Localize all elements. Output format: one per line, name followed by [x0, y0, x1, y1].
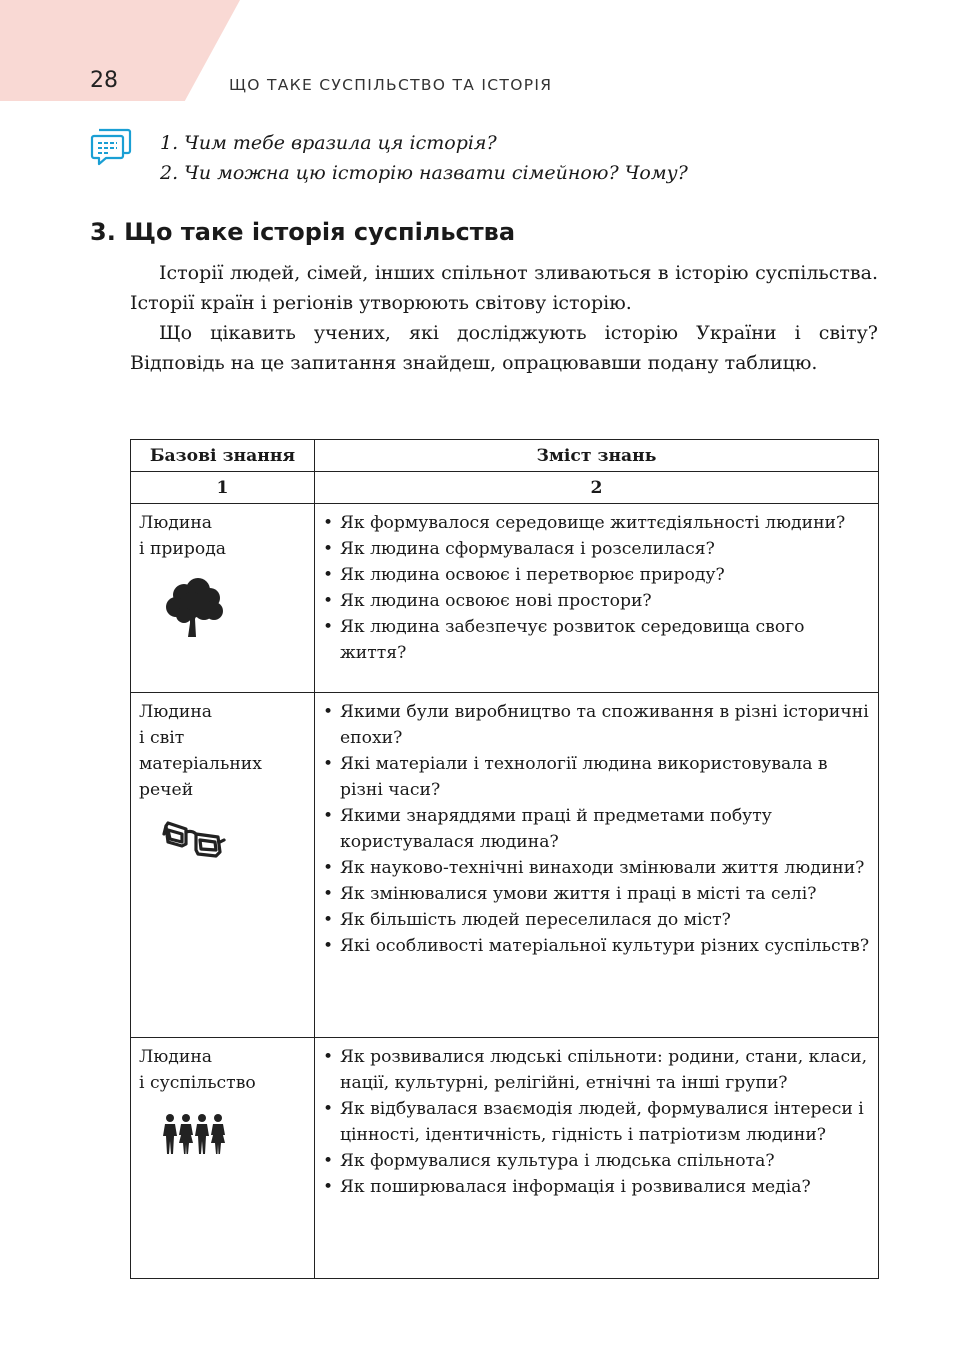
topic-label: Людина і суспільство	[139, 1047, 256, 1093]
list-item: • Як людина освоює нові простори?	[323, 588, 872, 614]
content-cell	[315, 504, 879, 693]
running-title: ЩО ТАКЕ СУСПІЛЬСТВО ТА ІСТОРІЯ	[229, 76, 553, 94]
question-list	[160, 128, 688, 188]
topic-label: Людина і світ матеріальних речей	[139, 702, 262, 800]
section-body	[130, 258, 878, 378]
list-item: • Як більшість людей переселилася до міст?	[323, 907, 872, 933]
list-item: • Як розвивалися людські спільноти: родини, стани, класи, нації, культурні, релігійні, етнічні та інші групи?	[323, 1044, 872, 1096]
topic-label: Людина і природа	[139, 513, 227, 559]
column-header: Базові знання	[131, 440, 315, 472]
people-group-icon	[162, 1113, 226, 1155]
tree-icon	[162, 577, 226, 639]
question-bullets	[323, 510, 872, 666]
table-row	[131, 1038, 879, 1279]
chat-bubbles-icon	[90, 127, 132, 167]
question-item: 2. Чи можна цю історію назвати сімейною? Чому?	[160, 162, 688, 184]
topic-cell	[131, 504, 315, 693]
glasses-icon	[162, 820, 226, 860]
column-header: Зміст знань	[315, 440, 879, 472]
table-row	[131, 504, 879, 693]
list-item: • Як людина забезпечує розвиток середовища свого життя?	[323, 614, 872, 666]
table-number-row	[131, 472, 879, 504]
topic-cell	[131, 1038, 315, 1279]
list-item: • Які особливості матеріальної культури різних суспільств?	[323, 933, 872, 959]
list-item: • Якими були виробництво та споживання в різні історичні епохи?	[323, 699, 872, 751]
list-item: • Які матеріали і технології людина використовувала в різні часи?	[323, 751, 872, 803]
list-item: • Як людина освоює і перетворює природу?	[323, 562, 872, 588]
list-item: • Як поширювалася інформація і розвивалися медіа?	[323, 1174, 872, 1200]
column-number: 2	[315, 472, 879, 504]
question-bullets	[323, 1044, 872, 1200]
column-number: 1	[131, 472, 315, 504]
list-item: • Як формувалися культура і людська спільнота?	[323, 1148, 872, 1174]
question-item: 1. Чим тебе вразила ця історія?	[160, 132, 497, 154]
list-item: • Як відбувалася взаємодія людей, формувалися інтереси і цінності, ідентичність, гідність і патріотизм людини?	[323, 1096, 872, 1148]
question-bullets	[323, 699, 872, 959]
table-header-row	[131, 440, 879, 472]
paragraph: Що цікавить учених, які досліджують історію України і світу? Відповідь на це запитання знайдеш, опрацювавши подану таблицю.	[130, 322, 878, 374]
page-corner-accent	[0, 0, 240, 101]
list-item: • Як формувалося середовище життєдіяльності людини?	[323, 510, 872, 536]
list-item: • Як змінювалися умови життя і праці в місті та селі?	[323, 881, 872, 907]
table-row	[131, 693, 879, 1038]
list-item: • Якими знаряддями праці й предметами побуту користувалася людина?	[323, 803, 872, 855]
section-title: 3. Що таке історія суспільства	[90, 218, 516, 246]
content-cell	[315, 693, 879, 1038]
knowledge-table	[130, 439, 879, 1279]
page-number: 28	[90, 68, 118, 93]
topic-cell	[131, 693, 315, 1038]
list-item: • Як науково-технічні винаходи змінювали життя людини?	[323, 855, 872, 881]
content-cell	[315, 1038, 879, 1279]
paragraph: Історії людей, сімей, інших спільнот зливаються в історію суспільства. Історії країн і регіонів утворюють світову історію.	[130, 262, 878, 314]
list-item: • Як людина сформувалася і розселилася?	[323, 536, 872, 562]
